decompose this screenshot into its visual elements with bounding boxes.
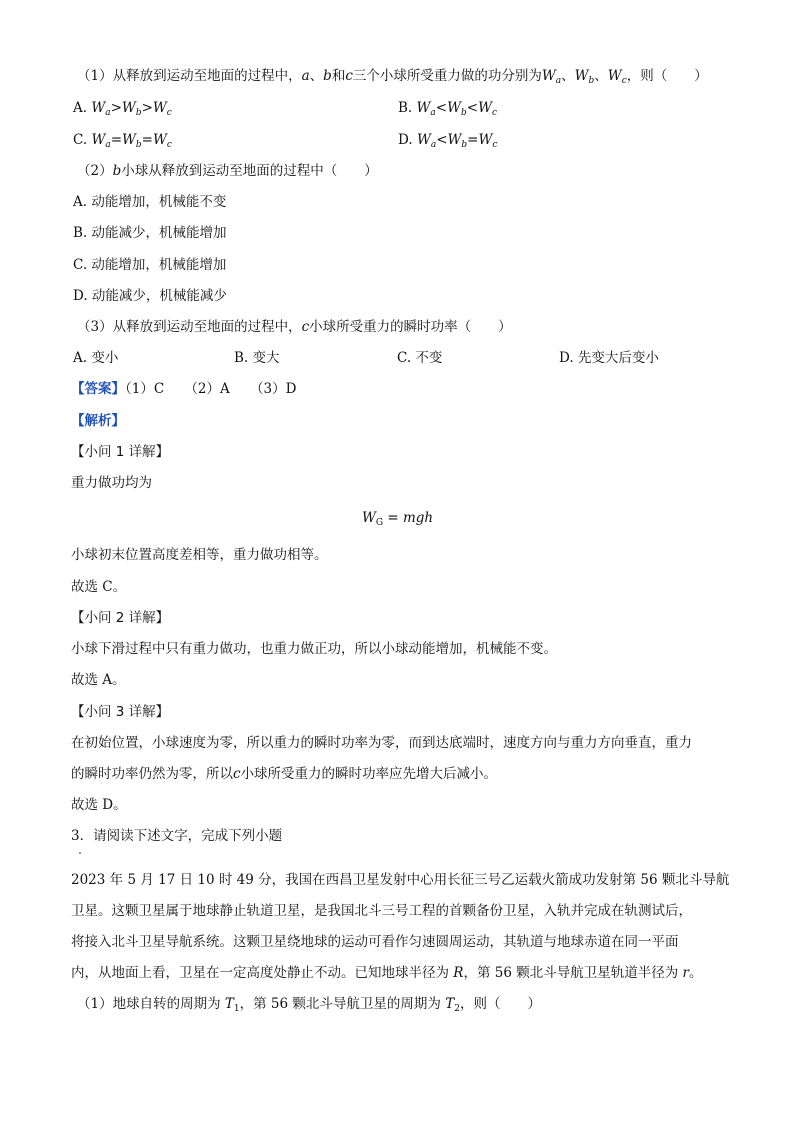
formula-w: W <box>362 510 376 526</box>
operator: < <box>466 100 479 116</box>
work-a-sub: a <box>555 76 562 86</box>
work-sub: c <box>492 140 498 150</box>
work-sub: b <box>461 140 468 150</box>
earth-radius: R <box>453 965 464 981</box>
var-b: b <box>323 68 332 84</box>
passage-line: 2023 年 5 月 17 日 10 时 49 分，我国在西昌卫星发射中心用长征三号乙运载火箭成功发射第 56 颗北斗导航 <box>71 872 730 888</box>
work-sub: a <box>105 140 111 150</box>
option-b[interactable] <box>73 224 227 242</box>
option-text: D. 先变大后变小 <box>559 350 659 366</box>
option-label: D. <box>398 132 417 148</box>
option-b[interactable] <box>398 99 497 122</box>
stem-text: （3）从释放到运动至地面的过程中， <box>77 319 302 335</box>
option-label: B. <box>398 100 417 116</box>
stray-mark <box>79 852 81 854</box>
work-symbol: W <box>122 132 136 148</box>
option-text: B. 变大 <box>234 350 280 366</box>
detail-3-conclusion: 故选 D。 <box>71 797 127 813</box>
detail-1-line: 小球初末位置高度差相等，重力做功相等。 <box>71 547 328 563</box>
work-symbol: W <box>91 100 106 116</box>
detail-3-line <box>71 765 497 783</box>
text: 小球所受重力的瞬时功率应先增大后减小。 <box>240 766 498 782</box>
work-sub: c <box>166 108 172 118</box>
var-c: c <box>301 319 310 335</box>
passage-line: 卫星。这颗卫星属于地球静止轨道卫星，是我国北斗三号工程的首颗备份卫星，入轨并完成在轨测试后， <box>71 903 692 919</box>
period-sub: 1 <box>233 1004 240 1014</box>
formula-rhs: = mgh <box>383 510 434 526</box>
detail-2-heading: 【小问 2 详解】 <box>71 610 170 626</box>
separator: 、 <box>309 68 324 84</box>
work-c-sub: c <box>621 76 627 86</box>
option-text: C. 不变 <box>397 350 443 366</box>
period-sub: 2 <box>454 1004 460 1014</box>
conjunction: 和 <box>331 68 346 84</box>
question-1-stem <box>77 67 708 90</box>
work-c: W <box>607 68 622 84</box>
detail-1-line: 重力做功均为 <box>71 475 152 491</box>
option-a[interactable] <box>73 193 226 211</box>
option-text: A. 动能增加，机械能不变 <box>73 194 227 210</box>
option-a[interactable] <box>73 349 118 367</box>
text: 的瞬时功率仍然为零，所以 <box>71 766 233 782</box>
option-b[interactable] <box>234 349 280 367</box>
stem-text: 小球从释放到运动至地面的过程中（ ） <box>121 163 378 179</box>
option-c[interactable] <box>397 349 442 367</box>
option-c[interactable] <box>73 131 172 154</box>
analysis-tag: 【解析】 <box>71 413 125 429</box>
operator: < <box>436 132 448 148</box>
answer-line <box>71 380 296 398</box>
work-b-sub: b <box>588 76 595 86</box>
work-sub: a <box>430 140 437 150</box>
stem-text: ，则（ ） <box>626 68 708 84</box>
option-c[interactable] <box>73 256 226 274</box>
work-symbol: W <box>478 100 492 116</box>
work-sub: b <box>135 140 142 150</box>
detail-1-conclusion: 故选 C。 <box>71 579 127 595</box>
text: 内，从地面上看，卫星在一定高度处静止不动。已知地球半径为 <box>71 965 454 981</box>
stem-text: 小球所受重力的瞬时功率（ ） <box>309 319 512 335</box>
formula <box>362 509 433 532</box>
sub-question-1 <box>77 995 541 1018</box>
orbit-radius: r <box>682 965 689 981</box>
formula-sub: G <box>375 518 384 528</box>
stem-text: （1）从释放到运动至地面的过程中， <box>77 68 302 84</box>
detail-3-heading: 【小问 3 详解】 <box>71 704 170 720</box>
work-b: W <box>574 68 589 84</box>
work-symbol: W <box>91 132 106 148</box>
option-text: D. 动能减少，机械能减少 <box>73 288 227 304</box>
work-symbol: W <box>478 132 493 148</box>
work-symbol: W <box>447 100 461 116</box>
period-t: T <box>224 996 234 1012</box>
operator: = <box>110 132 123 148</box>
option-d[interactable] <box>559 349 659 367</box>
work-symbol: W <box>152 132 167 148</box>
var-a: a <box>301 68 310 84</box>
option-text: C. 动能增加，机械能增加 <box>73 257 227 273</box>
separator: 、 <box>561 68 575 84</box>
text: ，第 56 颗北斗导航卫星的周期为 <box>239 996 446 1012</box>
option-label: C. <box>73 132 92 148</box>
option-label: A. <box>73 100 92 116</box>
var-b: b <box>112 163 122 179</box>
passage-line <box>71 964 703 982</box>
var-c: c <box>345 68 353 84</box>
operator: = <box>141 132 153 148</box>
work-sub: c <box>491 108 497 118</box>
var-c: c <box>233 766 241 782</box>
option-text: A. 变小 <box>73 350 119 366</box>
work-symbol: W <box>416 100 431 116</box>
operator: < <box>435 100 448 116</box>
answer-tag: 【答案】 <box>71 381 125 397</box>
work-sub: c <box>166 140 172 150</box>
detail-2-line: 小球下滑过程中只有重力做功，也重力做正功，所以小球动能增加，机械能不变。 <box>71 641 557 657</box>
option-d[interactable] <box>73 287 227 305</box>
question-2-stem <box>77 162 378 180</box>
work-symbol: W <box>121 100 136 116</box>
stem-text: 三个小球所受重力做的功分别为 <box>352 68 542 84</box>
operator: > <box>141 100 153 116</box>
work-a: W <box>541 68 556 84</box>
passage-line: 将接入北斗卫星导航系统。这颗卫星绕地球的运动可看作匀速圆周运动，其轨道与地球赤道在同一平面 <box>71 934 679 950</box>
operator: = <box>467 132 479 148</box>
work-sub: b <box>135 108 142 118</box>
text: ，第 56 颗北斗导航卫星轨道半径为 <box>463 965 683 981</box>
option-d[interactable] <box>398 131 497 154</box>
question-3-stem <box>77 318 512 336</box>
detail-2-conclusion: 故选 A。 <box>71 672 126 688</box>
work-symbol: W <box>416 132 431 148</box>
detail-1-heading: 【小问 1 详解】 <box>71 444 170 460</box>
answer-text: （1）C （2）A （3）D <box>125 381 297 397</box>
text: ，则（ ） <box>459 996 541 1012</box>
question-3-title: 3．请阅读下述文字，完成下列小题 <box>71 828 283 844</box>
work-sub: b <box>460 108 467 118</box>
period-t: T <box>445 996 455 1012</box>
work-symbol: W <box>152 100 167 116</box>
work-sub: a <box>105 108 111 118</box>
option-a[interactable] <box>73 99 172 122</box>
text: 。 <box>689 965 703 981</box>
work-symbol: W <box>447 132 462 148</box>
text: （1）地球自转的周期为 <box>77 996 225 1012</box>
analysis-line <box>71 412 125 430</box>
option-text: B. 动能减少，机械能增加 <box>73 225 227 241</box>
operator: > <box>110 100 122 116</box>
work-sub: a <box>430 108 436 118</box>
stem-text: （2） <box>77 163 113 179</box>
detail-3-line: 在初始位置，小球速度为零，所以重力的瞬时功率为零，而到达底端时，速度方向与重力方向垂直，重力 <box>71 735 692 751</box>
separator: 、 <box>594 68 608 84</box>
